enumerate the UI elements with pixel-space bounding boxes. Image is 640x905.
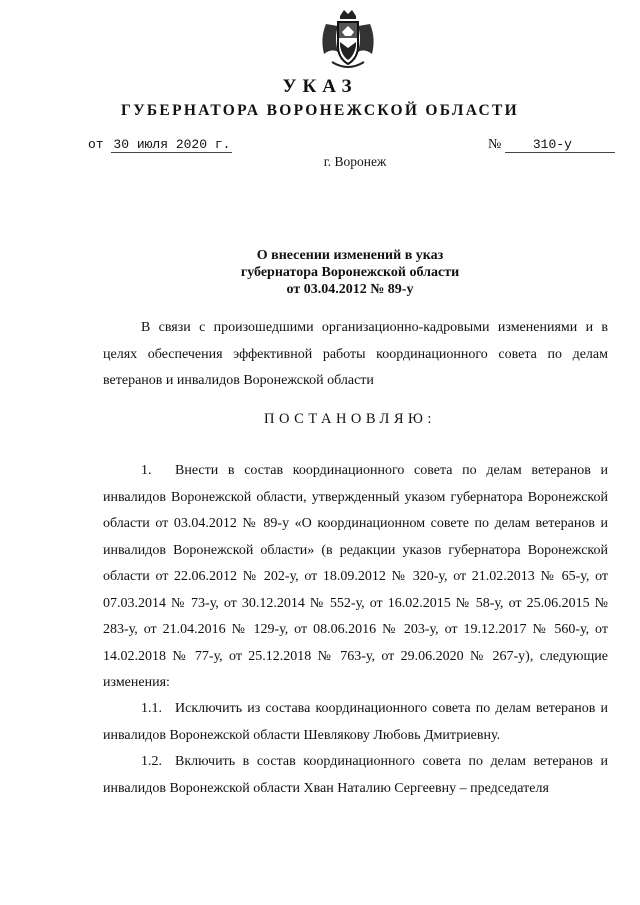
document-type-heading: УКАЗ: [282, 76, 358, 97]
item-1-2-text: Включить в состав координационного совета по делам ветеранов и инвалидов Воронежской области Хван Наталию Сергеевну – председателя: [103, 754, 608, 796]
item-1-1-text: Исключить из состава координационного совета по делам ветеранов и инвалидов Воронежской области Шевлякову Любовь Дмитриевну.: [103, 701, 608, 743]
item-1-1-number: 1.1.: [141, 701, 162, 716]
decree-number: [488, 137, 615, 153]
item-1-text: Внести в состав координационного совета по делам ветеранов и инвалидов Воронежской области, утвержденный указом губернатора Воронежской области от 03.04.2012 № 89-у «О координационном совете по делам ветеранов и инвалидов Воронежской области» (в редакции указов губернатора Воронежской области от 22.06.2012 № 202-у, от 18.09.2012 № 320-у, от 21.02.2013 № 65-у, от 07.03.2014 № 73-у, от 30.12.2014 № 552-у, от 16.02.2015 № 58-у, от 25.06.2015 № 283-у, от 21.04.2016 № 129-у, от 08.06.2016 № 203-у, от 19.12.2017 № 560-у, от 14.02.2018 № 77-у, от 25.12.2018 № 763-у, от 29.06.2020 № 267-у), следующие изменения:: [103, 463, 608, 690]
number-label: №: [488, 137, 502, 152]
item-1-2: [103, 749, 608, 802]
item-1-1: [103, 696, 608, 749]
decree-date: [88, 137, 232, 153]
document-title: [0, 247, 640, 298]
item-1-2-number: 1.2.: [141, 754, 162, 769]
preamble-paragraph: В связи с произошедшими организационно-кадровыми изменениями и в целях обеспечения эффективной работы координационного совета по делам ветеранов и инвалидов Воронежской области: [103, 320, 608, 388]
date-value: 30 июля 2020 г.: [113, 137, 231, 152]
city-line: г. Воронеж: [323, 154, 387, 169]
decree-word: ПОСТАНОВЛЯЮ:: [264, 411, 436, 427]
coat-of-arms-icon: [318, 8, 378, 72]
date-prefix: от: [88, 137, 104, 152]
title-line-1: О внесении изменений в указ: [256, 248, 444, 263]
issuer-heading: ГУБЕРНАТОРА ВОРОНЕЖСКОЙ ОБЛАСТИ: [121, 102, 519, 119]
title-line-3: от 03.04.2012 № 89-у: [286, 282, 414, 297]
title-line-2: губернатора Воронежской области: [240, 265, 460, 280]
item-1: [103, 458, 608, 697]
item-1-number: 1.: [141, 463, 152, 478]
number-value: 310-у: [505, 137, 615, 153]
